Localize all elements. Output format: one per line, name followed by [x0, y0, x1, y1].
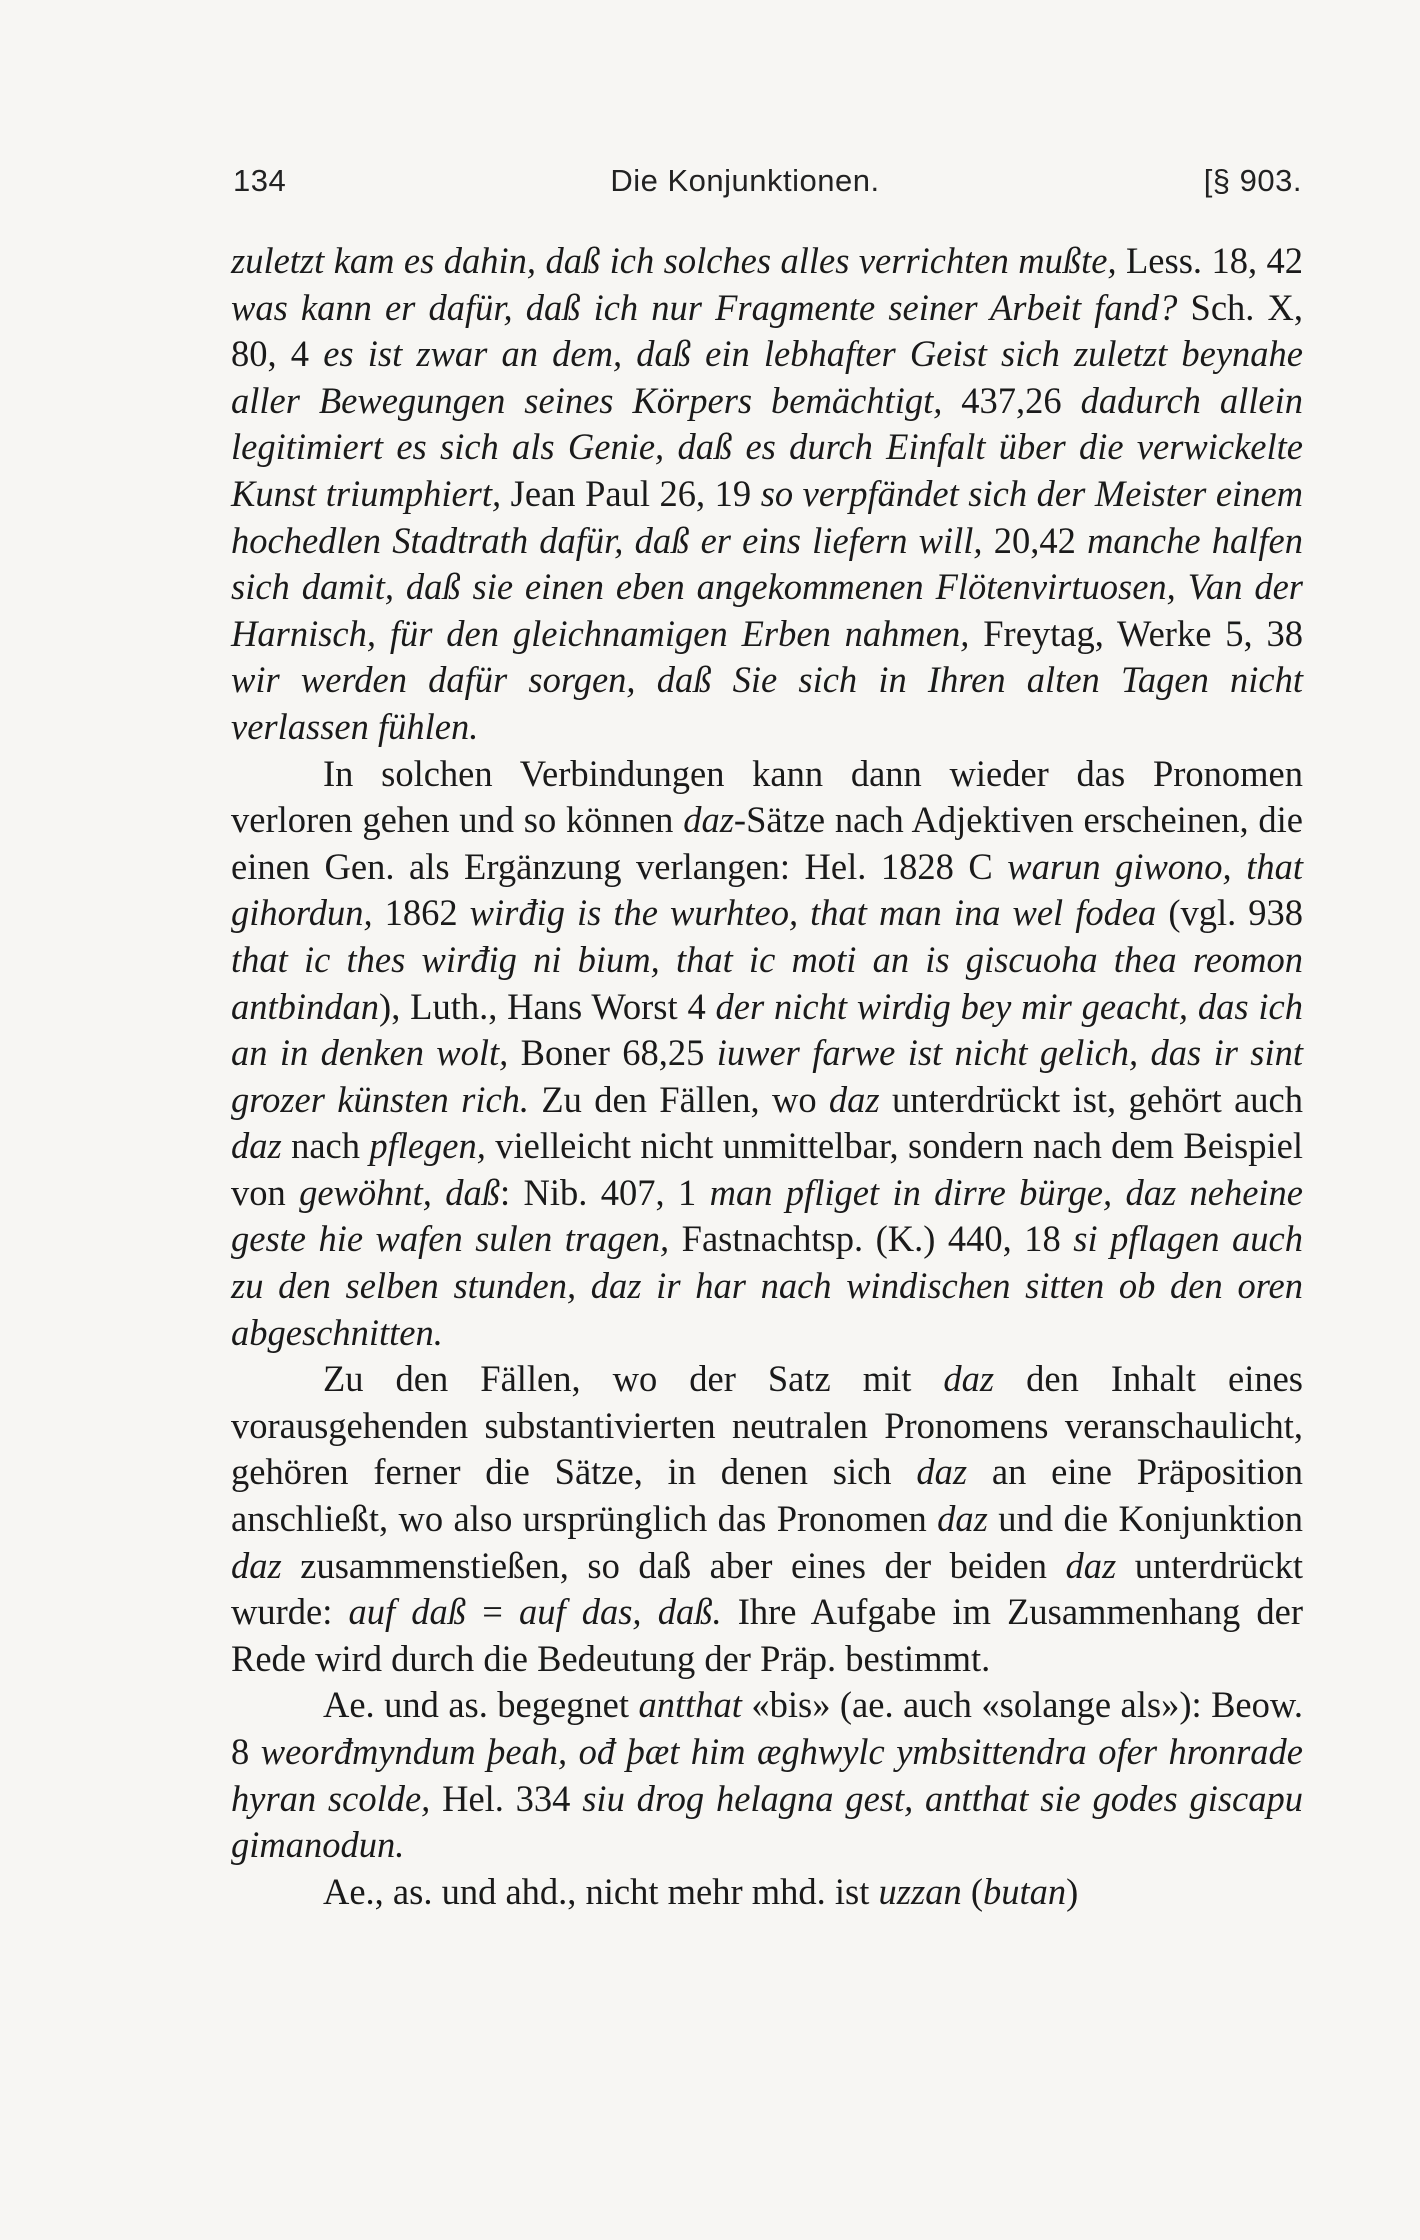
quotation-text: man pfliget in dirre bürge, daz neheine geste hie wafen sulen tragen, — [231, 1171, 1304, 1260]
body-text: Freytag, Werke 5, 38 — [969, 612, 1303, 654]
quotation-text: butan — [982, 1870, 1067, 1912]
body-text: 20,42 — [982, 519, 1088, 561]
quotation-text: dadurch allein legitimiert es sich als Genie, daß es durch Einfalt über die verwickelte Kunst triumphiert, — [231, 379, 1303, 514]
body-text: Less. 18, 42 — [1116, 240, 1304, 281]
quotation-text: uzzan — [878, 1870, 962, 1912]
quotation-text: daz — [916, 1451, 968, 1493]
quotation-text: auf das, daß. — [518, 1591, 722, 1633]
body-text: unterdrückt ist, gehört auch — [879, 1078, 1303, 1120]
body-text: «bis» (ae. auch «solange als»): Beow. 8 — [231, 1684, 1303, 1772]
body-text: an eine Präposition anschließt, wo also ursprünglich das Pronomen — [231, 1451, 1303, 1540]
quotation-text: daz — [231, 1544, 282, 1586]
body-text: (vgl. 938 — [1156, 892, 1304, 934]
page-body — [231, 238, 1303, 1915]
quotation-text: wirđig is the wurhteo, that man ina wel fodea — [469, 892, 1157, 934]
quotation-text: daz — [937, 1498, 988, 1540]
body-text: Ae., as. und ahd., nicht mehr mhd. ist — [323, 1870, 879, 1912]
body-text: Hel. 334 — [430, 1777, 583, 1819]
quotation-text: daz — [943, 1358, 995, 1400]
quotation-text: iuwer farwe ist nicht gelich, das ir sint grozer künsten rich. — [231, 1032, 1304, 1120]
paragraph — [231, 1682, 1303, 1868]
quotation-text: si pflagen auch zu den selben stunden, daz ir har nach windischen sitten ob den oren abgeschnitten. — [231, 1218, 1303, 1353]
quotation-text: daz — [683, 799, 734, 841]
quotation-text: siu drog helagna gest, antthat sie godes giscapu gimanodun. — [231, 1777, 1304, 1866]
quotation-text: daz — [231, 1125, 282, 1167]
body-text: unterdrückt wurde: — [231, 1544, 1304, 1633]
page-number: 134 — [233, 163, 287, 198]
body-text: = — [466, 1591, 519, 1633]
quotation-text: warun giwono, that gihordun, — [231, 845, 1303, 934]
quotation-text: weorđmyndum þeah, ođ þæt him æghwylc ymbsittendra ofer hronrade hyran scolde, — [231, 1731, 1304, 1819]
quotation-text: manche halfen sich damit, daß sie einen eben angekommenen Flötenvirtuosen, Van der Harnisch, für den gleichnamigen Erben nahmen, — [231, 519, 1303, 654]
body-text: Jean Paul 26, 19 — [501, 472, 761, 514]
paragraph — [231, 751, 1303, 1357]
body-text: 437,26 — [942, 379, 1081, 421]
quotation-text: antthat — [638, 1684, 742, 1726]
quotation-text: auf daß — [348, 1591, 467, 1633]
body-text: nach — [281, 1125, 370, 1167]
body-text: und die Konjunktion — [987, 1498, 1303, 1540]
paragraph — [231, 1869, 1303, 1916]
body-text: ) — [1066, 1870, 1079, 1912]
body-text: Zu den Fällen, wo — [529, 1078, 829, 1120]
quotation-text: der nicht wirdig bey mir geacht, das ich an in denken wolt, — [231, 985, 1303, 1074]
body-text: In solchen Verbindungen kann dann wieder das Pronomen verloren gehen und so können — [231, 752, 1303, 841]
quotation-text: es ist zwar an dem, daß ein lebhafter Geist sich zuletzt beynahe aller Bewegungen seines Körpers bemächtigt, — [231, 333, 1303, 421]
body-text: zusammenstießen, so daß aber eines der beiden — [281, 1544, 1066, 1586]
body-text: vielleicht nicht unmittelbar, sondern nach dem Beispiel von — [231, 1125, 1303, 1213]
body-text: ), Luth., Hans Worst 4 — [379, 985, 716, 1027]
paragraph — [231, 238, 1303, 751]
quotation-text: wir werden dafür sorgen, daß Sie sich in Ihren alten Tagen nicht verlassen fühlen. — [231, 659, 1303, 747]
quotation-text: gewöhnt, daß — [299, 1171, 501, 1213]
quotation-text: so verpfändet sich der Meister einem hochedlen Stadtrath dafür, daß er eins liefern will, — [231, 472, 1303, 561]
quotation-text: pflegen, — [369, 1125, 486, 1167]
body-text: Fastnachtsp. (K.) 440, 18 — [669, 1218, 1074, 1260]
body-text: : Nib. 407, 1 — [500, 1171, 710, 1213]
quotation-text: zuletzt kam es dahin, daß ich solches alles verrichten mußte, — [231, 240, 1117, 281]
paragraph — [231, 1356, 1303, 1682]
body-text: 1862 — [372, 892, 470, 934]
section-number: [§ 903. — [1203, 163, 1302, 198]
quotation-text: daz — [1065, 1544, 1117, 1586]
running-header — [233, 163, 1302, 199]
body-text: Ae. und as. begegnet — [323, 1684, 639, 1726]
body-text: -Sätze nach Adjektiven erscheinen, die einen Gen. als Ergänzung verlangen: Hel. 1828 C — [231, 799, 1303, 887]
body-text: Boner 68,25 — [508, 1032, 717, 1074]
body-text: den Inhalt eines vorausgehenden substantivierten neutralen Pronomens veranschaulicht, gehören ferner die Sätze, in denen sich — [231, 1358, 1303, 1493]
quotation-text: that ic thes wirđig ni bium, that ic moti an is giscuoha thea reomon antbindan — [231, 938, 1303, 1027]
body-text: Sch. X, 80, 4 — [231, 286, 1303, 375]
body-text: ( — [961, 1870, 983, 1912]
body-text: Zu den Fällen, wo der Satz mit — [323, 1358, 944, 1400]
quotation-text: was kann er dafür, daß ich nur Fragmente seiner Arbeit fand? — [231, 286, 1178, 328]
body-text: Ihre Aufgabe im Zusammenhang der Rede wird durch die Bedeutung der Präp. bestimmt. — [231, 1591, 1303, 1679]
quotation-text: daz — [828, 1078, 880, 1120]
running-title: Die Konjunktionen. — [610, 163, 880, 198]
